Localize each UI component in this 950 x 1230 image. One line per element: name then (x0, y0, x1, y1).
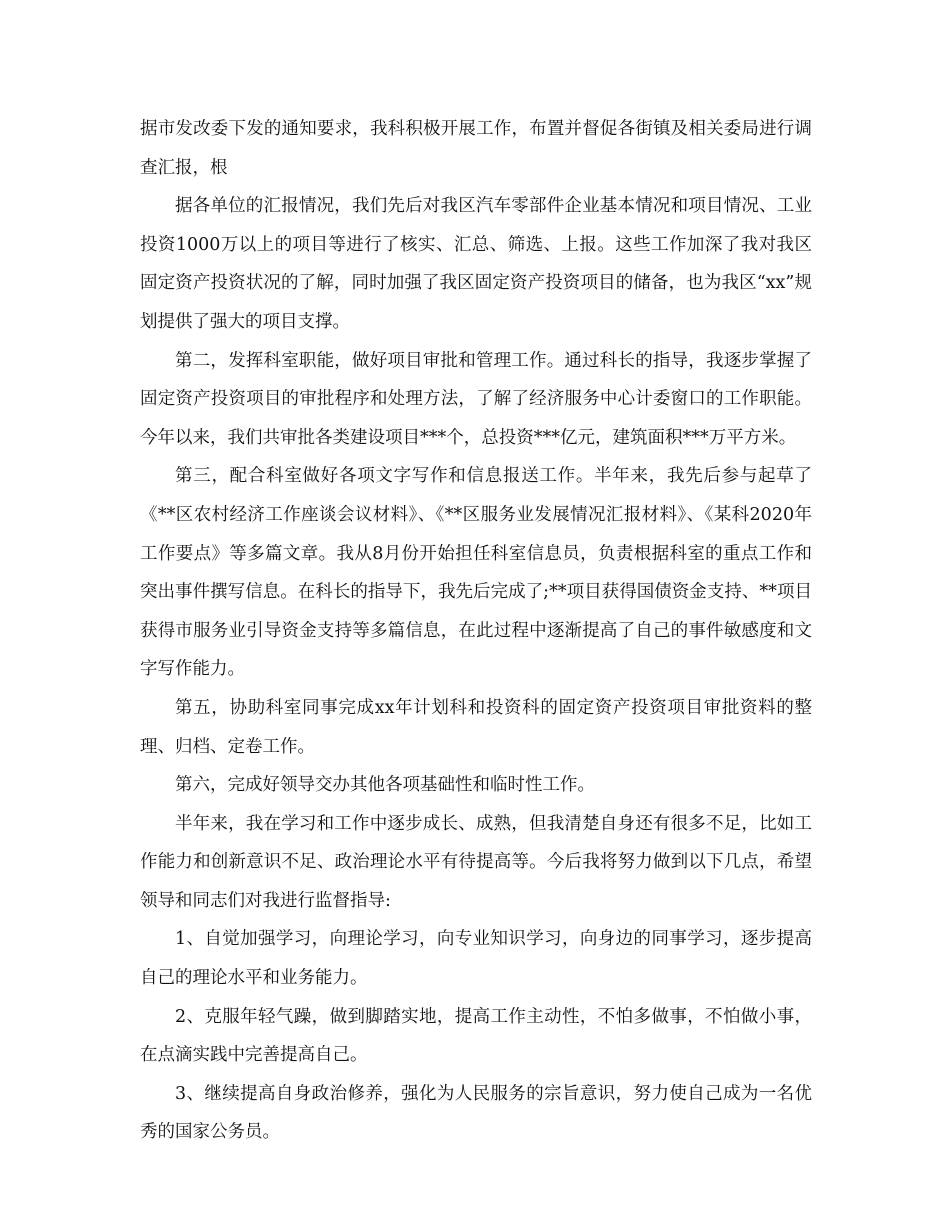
paragraph-goal-3: 3、继续提高自身政治修养，强化为人民服务的宗旨意识，努力使自己成为一名优秀的国家公务员。 (140, 1083, 812, 1143)
paragraph-fifth-point: 第五，协助科室同事完成xx年计划科和投资科的固定资产投资项目审批资料的整理、归档、定卷工作。 (140, 697, 812, 757)
document-body (140, 110, 812, 1152)
paragraph-report-summary: 据各单位的汇报情况，我们先后对我区汽车零部件企业基本情况和项目情况、工业投资1000万以上的项目等进行了核实、汇总、筛选、上报。这些工作加深了我对我区固定资产投资状况的了解，同时加强了我区固定资产投资项目的储备，也为我区“xx”规划提供了强大的项目支撑。 (140, 196, 812, 332)
paragraph-goal-2: 2、克服年轻气躁，做到脚踏实地，提高工作主动性，不怕多做事，不怕做小事，在点滴实践中完善提高自己。 (140, 1006, 812, 1066)
paragraph-continuation: 据市发改委下发的通知要求，我科积极开展工作，布置并督促各街镇及相关委局进行调查汇报，根 (140, 119, 812, 178)
paragraph-second-point: 第二，发挥科室职能，做好项目审批和管理工作。通过科长的指导，我逐步掌握了固定资产投资项目的审批程序和处理方法，了解了经济服务中心计委窗口的工作职能。今年以来，我们共审批各类建设项目***个，总投资***亿元，建筑面积***万平方米。 (140, 350, 812, 448)
paragraph-goal-1: 1、自觉加强学习，向理论学习，向专业知识学习，向身边的同事学习，逐步提高自己的理论水平和业务能力。 (140, 929, 812, 989)
paragraph-self-assessment: 半年来，我在学习和工作中逐步成长、成熟，但我清楚自身还有很多不足，比如工作能力和创新意识不足、政治理论水平有待提高等。今后我将努力做到以下几点，希望领导和同志们对我进行监督指导: (140, 813, 812, 911)
paragraph-sixth-point: 第六，完成好领导交办其他各项基础性和临时性工作。 (175, 775, 595, 796)
paragraph-third-point: 第三，配合科室做好各项文字写作和信息报送工作。半年来，我先后参与起草了《**区农村经济工作座谈会议材料》、《**区服务业发展情况汇报材料》、《某科2020年工作要点》等多篇文章。我从8月份开始担任科室信息员，负责根据科室的重点工作和突出事件撰写信息。在科长的指导下，我先后完成了;**项目获得国债资金支持、**项目获得市服务业引导资金支持等多篇信息，在此过程中逐渐提高了自己的事件敏感度和文字写作能力。 (140, 466, 812, 680)
